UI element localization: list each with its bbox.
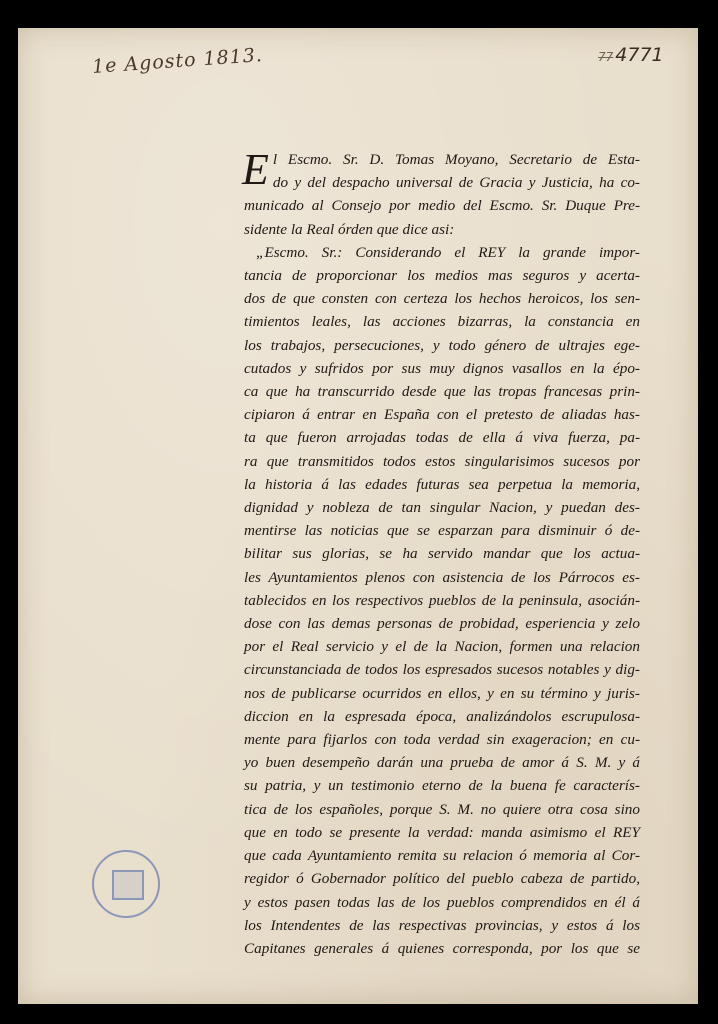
text-line: circunstanciada de todos los espresados sucesos notables y dig-: [244, 661, 640, 679]
text-line: los Intendentes de las respectivas provincias, y estos á los: [244, 916, 640, 934]
catalog-reference-number: 4771: [615, 44, 664, 66]
library-stamp: [92, 850, 160, 918]
drop-cap: E: [242, 145, 269, 194]
text-line: su patria, y un testimonio eterno de la buena fe caracterís-: [244, 777, 640, 795]
text-line: ta que fueron arrojadas todas de ella á viva fuerza, pa-: [244, 429, 640, 447]
text-line: „Escmo. Sr.: Considerando el REY la grande impor-: [256, 243, 640, 261]
text-line: Capitanes generales á quienes corresponda, por los que se: [244, 939, 640, 957]
text-line: timientos leales, las acciones bizarras, la constancia en: [244, 313, 640, 331]
handwritten-date: 1e Agosto 1813.: [91, 44, 264, 78]
catalog-reference-struck: 77: [598, 50, 614, 64]
text-line: sidente la Real órden que dice asi:: [244, 220, 455, 238]
text-line: diccion en la espresada época, analizándolos escrupulosa-: [244, 707, 640, 725]
text-line: dignidad y nobleza de tan singular Nacion, y puedan des-: [244, 499, 640, 517]
text-line: y estos pasen todas las de los pueblos comprendidos en él á: [244, 893, 640, 911]
text-line: nos de publicarse ocurridos en ellos, y en su término y juris-: [244, 684, 640, 702]
text-line: ca que ha transcurrido desde que las tropas francesas prin-: [244, 383, 640, 401]
text-line: cutados y sufridos por sus muy dignos vasallos en la épo-: [244, 359, 640, 377]
text-line: regidor ó Gobernador político del pueblo cabeza de partido,: [244, 870, 640, 888]
text-line: yo buen desempeño darán una prueba de amor á S. M. y á: [244, 754, 640, 772]
text-line: cipiaron á entrar en España con el pretesto de aliadas has-: [244, 406, 640, 424]
text-line: les Ayuntamientos plenos con asistencia de los Párrocos es-: [244, 568, 640, 586]
text-line: mentirse las noticias que se esparzan para disminuir ó de-: [244, 522, 640, 540]
text-line: mente para fijarlos con toda verdad sin exageracion; en cu-: [244, 731, 640, 749]
catalog-reference: [598, 44, 664, 66]
text-line: la historia á las edades futuras sea perpetua la memoria,: [244, 475, 640, 493]
text-line: l Escmo. Sr. D. Tomas Moyano, Secretario de Esta-: [272, 151, 640, 168]
text-line: municado al Consejo por medio del Escmo. Sr. Duque Pre-: [244, 197, 640, 215]
decree-text: [242, 145, 640, 960]
text-line: por el Real servicio y el de la Nacion, formen una relacion: [244, 638, 640, 656]
text-line: bilitar sus glorias, se ha servido mandar que los actua-: [244, 545, 640, 563]
text-line: que cada Ayuntamiento remita su relacion ó memoria al Cor-: [244, 847, 640, 865]
text-line: tablecidos en los respectivos pueblos de la peninsula, asocián-: [244, 591, 640, 609]
library-stamp-emblem: [112, 870, 144, 900]
text-line: tancia de proporcionar los medios mas seguros y acerta-: [244, 267, 640, 285]
text-line: do y del despacho universal de Gracia y Justicia, ha co-: [272, 174, 640, 192]
text-line: ra que transmitidos todos estos singularisimos sucesos por: [244, 452, 640, 470]
text-line: tica de los españoles, porque S. M. no quiere otra cosa sino: [244, 800, 640, 818]
text-line: que en todo se presente la verdad: manda asimismo el REY: [244, 823, 640, 841]
text-line: dose con las demas personas de probidad, esperiencia y zelo: [244, 615, 640, 633]
text-line: los trabajos, persecuciones, y todo género de ultrajes ege-: [244, 336, 640, 354]
text-line: dos de que consten con certeza los hechos heroicos, los sen-: [244, 290, 640, 308]
